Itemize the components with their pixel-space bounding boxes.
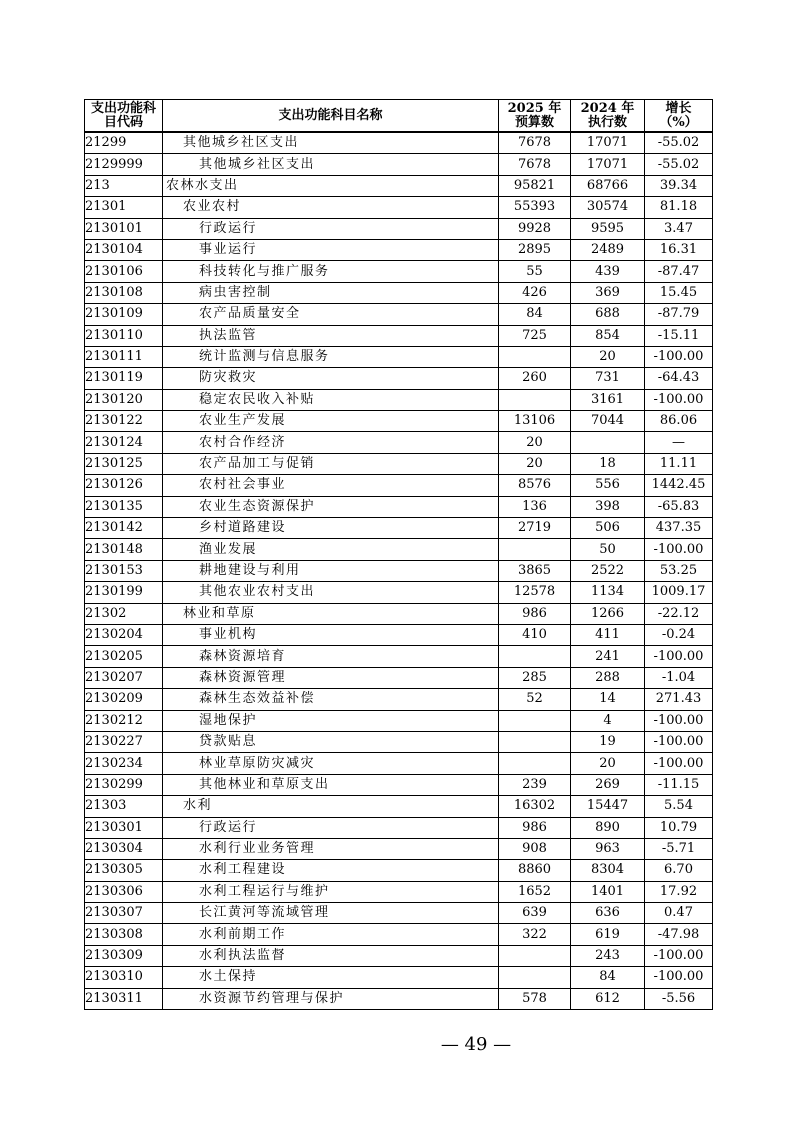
table-row [85,603,713,624]
row-budget-2025: 20 [499,453,571,474]
table-row [85,667,713,688]
row-code: 2130122 [85,411,163,432]
row-name: 长江黄河等流域管理 [163,903,499,924]
row-budget-2025: 9928 [499,218,571,239]
row-growth: 437.35 [645,518,713,539]
table-row [85,945,713,966]
table-row [85,261,713,282]
row-code: 2130111 [85,346,163,367]
table-row [85,753,713,774]
row-actual-2024: 506 [571,518,645,539]
row-actual-2024: 1401 [571,881,645,902]
row-name: 其他城乡社区支出 [163,154,499,175]
row-budget-2025 [499,753,571,774]
row-name: 农村合作经济 [163,432,499,453]
header-budget-2025: 2025 年预算数 [499,100,571,133]
table-row [85,860,713,881]
row-actual-2024: 731 [571,368,645,389]
row-code: 2130207 [85,667,163,688]
row-budget-2025: 410 [499,624,571,645]
row-growth: -15.11 [645,325,713,346]
row-name: 林业草原防灾减灾 [163,753,499,774]
row-growth: -55.02 [645,132,713,154]
row-name: 水利行业业务管理 [163,838,499,859]
row-budget-2025: 12578 [499,582,571,603]
table-row [85,282,713,303]
row-actual-2024: 3161 [571,389,645,410]
row-actual-2024: 19 [571,731,645,752]
row-code: 2130106 [85,261,163,282]
table-row [85,432,713,453]
table-header [85,100,713,133]
row-name: 其他林业和草原支出 [163,774,499,795]
row-growth: -100.00 [645,753,713,774]
header-growth: 增长（%） [645,100,713,133]
row-name: 农林水支出 [163,175,499,196]
row-actual-2024: 890 [571,817,645,838]
row-name: 水利工程运行与维护 [163,881,499,902]
table-row [85,346,713,367]
header-code: 支出功能科目代码 [85,100,163,133]
row-code: 2130204 [85,624,163,645]
row-budget-2025: 725 [499,325,571,346]
row-growth: -55.02 [645,154,713,175]
row-budget-2025: 13106 [499,411,571,432]
row-code: 21303 [85,796,163,817]
row-growth: -100.00 [645,346,713,367]
row-budget-2025: 239 [499,774,571,795]
page-number: — 49 — [440,1034,512,1055]
row-name: 水利执法监督 [163,945,499,966]
table-row [85,988,713,1009]
row-code: 2129999 [85,154,163,175]
row-code: 213 [85,175,163,196]
table-row [85,924,713,945]
row-growth: -11.15 [645,774,713,795]
row-actual-2024: 269 [571,774,645,795]
row-actual-2024: 556 [571,475,645,496]
row-code: 2130308 [85,924,163,945]
row-name: 水利 [163,796,499,817]
row-actual-2024: 15447 [571,796,645,817]
row-actual-2024: 2489 [571,239,645,260]
table-row [85,539,713,560]
header-actual-2024: 2024 年执行数 [571,100,645,133]
row-name: 科技转化与推广服务 [163,261,499,282]
table-row [85,389,713,410]
row-growth: 53.25 [645,560,713,581]
row-actual-2024: 411 [571,624,645,645]
row-budget-2025: 84 [499,304,571,325]
row-actual-2024: 20 [571,346,645,367]
table-row [85,239,713,260]
row-budget-2025 [499,945,571,966]
row-growth: -0.24 [645,624,713,645]
row-growth: -65.83 [645,496,713,517]
row-budget-2025 [499,967,571,988]
row-actual-2024: 963 [571,838,645,859]
row-budget-2025 [499,389,571,410]
row-name: 事业运行 [163,239,499,260]
row-actual-2024: 1266 [571,603,645,624]
table-row [85,817,713,838]
row-actual-2024: 8304 [571,860,645,881]
row-actual-2024: 619 [571,924,645,945]
row-growth: — [645,432,713,453]
row-actual-2024: 84 [571,967,645,988]
row-actual-2024: 241 [571,646,645,667]
row-actual-2024: 17071 [571,132,645,154]
table-row [85,132,713,154]
row-growth: -100.00 [645,539,713,560]
row-name: 乡村道路建设 [163,518,499,539]
table-row [85,774,713,795]
row-name: 水资源节约管理与保护 [163,988,499,1009]
row-actual-2024: 2522 [571,560,645,581]
row-budget-2025: 7678 [499,154,571,175]
row-growth: 16.31 [645,239,713,260]
row-budget-2025: 8576 [499,475,571,496]
row-name: 水利前期工作 [163,924,499,945]
row-code: 2130311 [85,988,163,1009]
row-actual-2024: 18 [571,453,645,474]
row-growth: 10.79 [645,817,713,838]
row-name: 其他农业农村支出 [163,582,499,603]
row-actual-2024: 636 [571,903,645,924]
row-budget-2025: 95821 [499,175,571,196]
row-actual-2024: 369 [571,282,645,303]
row-growth: -22.12 [645,603,713,624]
row-budget-2025: 260 [499,368,571,389]
row-code: 2130306 [85,881,163,902]
row-code: 2130234 [85,753,163,774]
table-row [85,689,713,710]
row-growth: -87.79 [645,304,713,325]
row-budget-2025: 986 [499,603,571,624]
row-code: 21302 [85,603,163,624]
row-budget-2025: 285 [499,667,571,688]
row-code: 2130227 [85,731,163,752]
row-budget-2025 [499,646,571,667]
row-name: 行政运行 [163,817,499,838]
row-code: 2130205 [85,646,163,667]
row-code: 2130299 [85,774,163,795]
table-row [85,731,713,752]
row-name: 农业生态资源保护 [163,496,499,517]
row-budget-2025: 2719 [499,518,571,539]
row-code: 2130148 [85,539,163,560]
row-name: 事业机构 [163,624,499,645]
table-row [85,560,713,581]
row-name: 水利工程建设 [163,860,499,881]
row-name: 森林资源管理 [163,667,499,688]
row-growth: 3.47 [645,218,713,239]
row-name: 稳定农民收入补贴 [163,389,499,410]
row-growth: 81.18 [645,197,713,218]
table-row [85,796,713,817]
row-budget-2025: 578 [499,988,571,1009]
row-budget-2025: 426 [499,282,571,303]
row-name: 农产品加工与促销 [163,453,499,474]
table-row [85,838,713,859]
row-code: 2130209 [85,689,163,710]
row-budget-2025: 16302 [499,796,571,817]
table-row [85,903,713,924]
row-code: 21299 [85,132,163,154]
row-code: 2130142 [85,518,163,539]
row-growth: -5.71 [645,838,713,859]
table-row [85,496,713,517]
row-code: 2130307 [85,903,163,924]
row-growth: 1442.45 [645,475,713,496]
row-actual-2024: 398 [571,496,645,517]
table-row [85,175,713,196]
row-budget-2025: 322 [499,924,571,945]
row-code: 2130109 [85,304,163,325]
table-row [85,518,713,539]
row-code: 2130212 [85,710,163,731]
table-row [85,475,713,496]
row-name: 贷款贴息 [163,731,499,752]
row-growth: 11.11 [645,453,713,474]
row-name: 湿地保护 [163,710,499,731]
table-row [85,197,713,218]
row-budget-2025: 908 [499,838,571,859]
row-code: 2130199 [85,582,163,603]
row-code: 2130120 [85,389,163,410]
row-code: 2130119 [85,368,163,389]
row-code: 2130135 [85,496,163,517]
row-growth: 39.34 [645,175,713,196]
row-growth: 5.54 [645,796,713,817]
row-actual-2024 [571,432,645,453]
row-code: 2130153 [85,560,163,581]
table-row [85,710,713,731]
row-name: 渔业发展 [163,539,499,560]
row-actual-2024: 50 [571,539,645,560]
row-name: 防灾救灾 [163,368,499,389]
row-code: 2130310 [85,967,163,988]
expenditure-table [84,99,713,1010]
row-budget-2025: 1652 [499,881,571,902]
row-budget-2025: 55393 [499,197,571,218]
row-growth: 0.47 [645,903,713,924]
row-name: 统计监测与信息服务 [163,346,499,367]
row-actual-2024: 20 [571,753,645,774]
row-code: 2130101 [85,218,163,239]
row-name: 农产品质量安全 [163,304,499,325]
row-growth: -100.00 [645,731,713,752]
table-row [85,218,713,239]
row-budget-2025: 55 [499,261,571,282]
row-budget-2025: 986 [499,817,571,838]
row-growth: -100.00 [645,389,713,410]
row-actual-2024: 30574 [571,197,645,218]
row-code: 2130104 [85,239,163,260]
row-actual-2024: 4 [571,710,645,731]
row-budget-2025: 52 [499,689,571,710]
row-budget-2025: 7678 [499,132,571,154]
table-row [85,967,713,988]
row-actual-2024: 68766 [571,175,645,196]
row-code: 2130304 [85,838,163,859]
row-name: 其他城乡社区支出 [163,132,499,154]
row-growth: 271.43 [645,689,713,710]
row-name: 行政运行 [163,218,499,239]
row-budget-2025: 3865 [499,560,571,581]
row-growth: -47.98 [645,924,713,945]
row-budget-2025: 136 [499,496,571,517]
row-growth: -87.47 [645,261,713,282]
row-actual-2024: 612 [571,988,645,1009]
table-row [85,582,713,603]
row-code: 2130124 [85,432,163,453]
row-name: 农业农村 [163,197,499,218]
row-budget-2025 [499,346,571,367]
row-budget-2025: 2895 [499,239,571,260]
row-growth: -100.00 [645,967,713,988]
row-budget-2025 [499,539,571,560]
table-row [85,304,713,325]
table-row [85,325,713,346]
header-row [85,100,713,133]
row-budget-2025 [499,710,571,731]
row-growth: -64.43 [645,368,713,389]
row-code: 2130126 [85,475,163,496]
row-growth: -5.56 [645,988,713,1009]
row-name: 病虫害控制 [163,282,499,303]
row-name: 执法监管 [163,325,499,346]
row-code: 2130305 [85,860,163,881]
row-name: 森林生态效益补偿 [163,689,499,710]
row-code: 2130125 [85,453,163,474]
row-budget-2025: 20 [499,432,571,453]
row-growth: -100.00 [645,710,713,731]
row-name: 农村社会事业 [163,475,499,496]
table-row [85,411,713,432]
row-code: 21301 [85,197,163,218]
row-actual-2024: 17071 [571,154,645,175]
table-body [85,132,713,1010]
row-name: 水土保持 [163,967,499,988]
row-code: 2130110 [85,325,163,346]
row-growth: 1009.17 [645,582,713,603]
row-budget-2025: 639 [499,903,571,924]
row-name: 林业和草原 [163,603,499,624]
row-actual-2024: 7044 [571,411,645,432]
row-name: 森林资源培育 [163,646,499,667]
row-code: 2130309 [85,945,163,966]
row-actual-2024: 1134 [571,582,645,603]
row-name: 农业生产发展 [163,411,499,432]
row-actual-2024: 854 [571,325,645,346]
row-budget-2025: 8860 [499,860,571,881]
row-actual-2024: 288 [571,667,645,688]
row-name: 耕地建设与利用 [163,560,499,581]
table-row [85,624,713,645]
row-growth: -100.00 [645,945,713,966]
row-growth: 17.92 [645,881,713,902]
table-row [85,154,713,175]
row-code: 2130301 [85,817,163,838]
row-growth: 15.45 [645,282,713,303]
row-code: 2130108 [85,282,163,303]
row-growth: -100.00 [645,646,713,667]
row-actual-2024: 14 [571,689,645,710]
table-row [85,646,713,667]
table-row [85,881,713,902]
row-actual-2024: 439 [571,261,645,282]
header-name: 支出功能科目名称 [163,100,499,133]
row-budget-2025 [499,731,571,752]
row-growth: 6.70 [645,860,713,881]
row-growth: -1.04 [645,667,713,688]
row-growth: 86.06 [645,411,713,432]
row-actual-2024: 243 [571,945,645,966]
table-row [85,453,713,474]
row-actual-2024: 9595 [571,218,645,239]
row-actual-2024: 688 [571,304,645,325]
table-row [85,368,713,389]
